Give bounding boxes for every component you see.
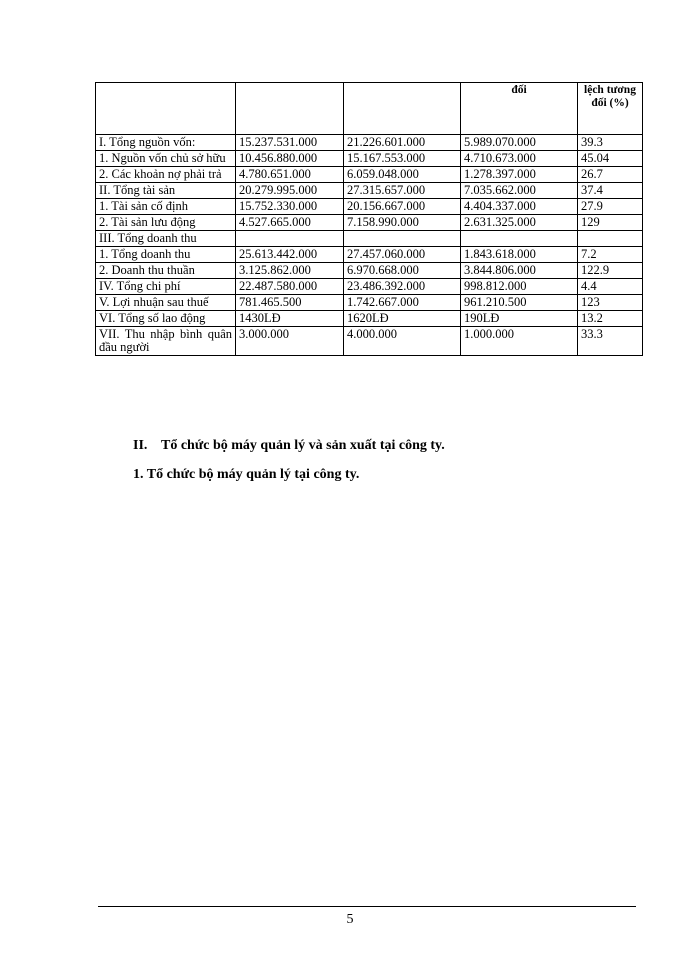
- page-number: 5: [346, 912, 354, 927]
- header-cell: [344, 83, 461, 135]
- header-cell: [236, 83, 344, 135]
- table-cell: 1.000.000: [461, 327, 578, 356]
- table-cell: 5.989.070.000: [461, 135, 578, 151]
- table-cell: 781.465.500: [236, 295, 344, 311]
- table-cell: 1430LĐ: [236, 311, 344, 327]
- header-cell: đối: [461, 83, 578, 135]
- table-cell: 4.780.651.000: [236, 167, 344, 183]
- table-cell: 961.210.500: [461, 295, 578, 311]
- table-row: [96, 231, 643, 247]
- table-cell: 15.752.330.000: [236, 199, 344, 215]
- table-cell: 15.237.531.000: [236, 135, 344, 151]
- table-cell: [344, 231, 461, 247]
- table-cell: 20.279.995.000: [236, 183, 344, 199]
- table-cell: 6.059.048.000: [344, 167, 461, 183]
- table-row: [96, 151, 643, 167]
- table-cell: 1.843.618.000: [461, 247, 578, 263]
- table-cell: 4.4: [578, 279, 643, 295]
- table-cell: 4.000.000: [344, 327, 461, 356]
- table-cell: 190LĐ: [461, 311, 578, 327]
- table-cell: 27.9: [578, 199, 643, 215]
- table-cell: 23.486.392.000: [344, 279, 461, 295]
- row-label: III. Tổng doanh thu: [96, 231, 236, 247]
- row-label: 2. Tài sản lưu động: [96, 215, 236, 231]
- table-header-row: [96, 83, 643, 135]
- table-cell: 25.613.442.000: [236, 247, 344, 263]
- table-cell: 39.3: [578, 135, 643, 151]
- table-cell: 3.844.806.000: [461, 263, 578, 279]
- row-label: II. Tổng tài sản: [96, 183, 236, 199]
- table-cell: 4.710.673.000: [461, 151, 578, 167]
- table-cell: 27.315.657.000: [344, 183, 461, 199]
- table-cell: 21.226.601.000: [344, 135, 461, 151]
- table-row: [96, 311, 643, 327]
- header-cell: [96, 83, 236, 135]
- row-label: 2. Các khoản nợ phải trả: [96, 167, 236, 183]
- table-row: [96, 327, 643, 356]
- row-label: VII. Thu nhập bình quân đầu người: [96, 327, 236, 356]
- row-label: 2. Doanh thu thuần: [96, 263, 236, 279]
- table-row: [96, 295, 643, 311]
- table-cell: 33.3: [578, 327, 643, 356]
- table-row: [96, 135, 643, 151]
- subsection-heading: 1. Tổ chức bộ máy quản lý tại công ty.: [133, 467, 360, 482]
- row-label: 1. Tổng doanh thu: [96, 247, 236, 263]
- table-cell: 45.04: [578, 151, 643, 167]
- section-title: Tổ chức bộ máy quản lý và sản xuất tại công ty.: [161, 438, 445, 453]
- table-cell: 10.456.880.000: [236, 151, 344, 167]
- table-cell: 7.035.662.000: [461, 183, 578, 199]
- table-cell: 122.9: [578, 263, 643, 279]
- table-row: [96, 215, 643, 231]
- table-cell: 4.404.337.000: [461, 199, 578, 215]
- table-cell: 4.527.665.000: [236, 215, 344, 231]
- table-cell: 26.7: [578, 167, 643, 183]
- row-label: 1. Nguồn vốn chủ sở hữu: [96, 151, 236, 167]
- row-label: IV. Tổng chi phí: [96, 279, 236, 295]
- table-cell: 2.631.325.000: [461, 215, 578, 231]
- table-row: [96, 183, 643, 199]
- table-cell: 1.742.667.000: [344, 295, 461, 311]
- table-cell: [578, 231, 643, 247]
- table-cell: 3.000.000: [236, 327, 344, 356]
- table-cell: 7.2: [578, 247, 643, 263]
- section-number: II.: [133, 438, 148, 453]
- table-row: [96, 247, 643, 263]
- header-cell: lệch tương đối (%): [578, 83, 643, 135]
- table-cell: 37.4: [578, 183, 643, 199]
- table-row: [96, 279, 643, 295]
- footer-divider: [98, 906, 636, 907]
- section-heading: [133, 438, 445, 454]
- table-cell: 1.278.397.000: [461, 167, 578, 183]
- table-cell: 998.812.000: [461, 279, 578, 295]
- table-cell: 123: [578, 295, 643, 311]
- table-cell: 15.167.553.000: [344, 151, 461, 167]
- table-cell: 20.156.667.000: [344, 199, 461, 215]
- row-label: I. Tổng nguồn vốn:: [96, 135, 236, 151]
- table-cell: 1620LĐ: [344, 311, 461, 327]
- row-label: V. Lợi nhuận sau thuế: [96, 295, 236, 311]
- row-label: 1. Tài sản cố định: [96, 199, 236, 215]
- table-cell: 13.2: [578, 311, 643, 327]
- table-cell: [236, 231, 344, 247]
- table-row: [96, 263, 643, 279]
- table-cell: [461, 231, 578, 247]
- table-cell: 22.487.580.000: [236, 279, 344, 295]
- table-cell: 129: [578, 215, 643, 231]
- table-cell: 7.158.990.000: [344, 215, 461, 231]
- row-label: VI. Tổng số lao động: [96, 311, 236, 327]
- table-row: [96, 167, 643, 183]
- table-cell: 6.970.668.000: [344, 263, 461, 279]
- table-cell: 27.457.060.000: [344, 247, 461, 263]
- table-row: [96, 199, 643, 215]
- financial-table: [95, 82, 643, 356]
- table-cell: 3.125.862.000: [236, 263, 344, 279]
